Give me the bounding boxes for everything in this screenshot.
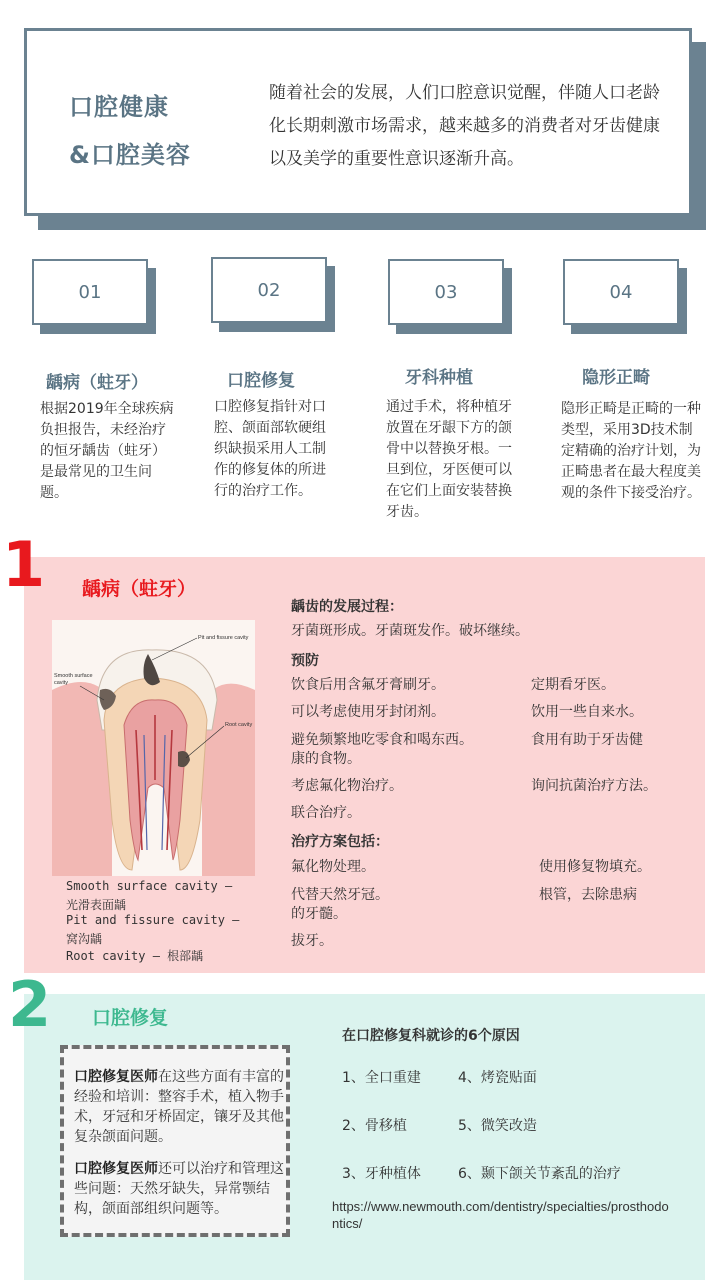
prevention-item: 饮食后用含氟牙膏刷牙。 <box>291 677 445 693</box>
caption-smooth-cn: 光滑表面龋 <box>66 898 127 912</box>
treatment-item: 使用修复物填充。 <box>539 859 651 875</box>
treatment-heading: 治疗方案包括： <box>291 834 389 850</box>
prosthodontist-paragraph-1 <box>74 1067 288 1147</box>
treatment-item: 根管，去除患病 <box>539 887 637 903</box>
tooth-cross-section-icon <box>52 620 255 876</box>
prosthodontist-info-box <box>60 1045 290 1237</box>
tooth-cavity-illustration <box>52 620 255 876</box>
prevention-item: 联合治疗。 <box>291 805 361 821</box>
number-box-03: 03 <box>388 259 504 325</box>
prevention-item-wrap: 康的食物。 <box>291 751 361 767</box>
number-box-04: 04 <box>563 259 679 325</box>
header-title-line1: 口腔健康 <box>69 93 169 121</box>
treatment-item: 代替天然牙冠。 <box>291 887 389 903</box>
caption-root: Root cavity – 根部龋 <box>66 949 204 963</box>
label-smooth-surface: Smooth surface <box>54 673 93 679</box>
prosthodontist-paragraph-2 <box>74 1159 288 1219</box>
section-caries-title: 龋病（蛀牙） <box>82 578 197 600</box>
category-title-invisalign: 隐形正畸 <box>582 368 650 388</box>
prevention-item: 定期看牙医。 <box>531 677 615 693</box>
reason-item: 4、烤瓷贴面 <box>458 1070 537 1086</box>
category-title-prosthodontics: 口腔修复 <box>227 371 295 391</box>
treatment-item-wrap: 的牙髓。 <box>291 906 347 922</box>
category-title-caries: 龋病（蛀牙） <box>46 373 148 393</box>
reasons-heading: 在口腔修复科就诊的6个原因 <box>342 1028 520 1044</box>
section-number-2: 2 <box>8 968 52 1041</box>
caption-pit-en: Pit and fissure cavity – <box>66 913 240 927</box>
category-desc-prosthodontics: 口腔修复指针对口腔、颌面部软硬组织缺损采用人工制作的修复体的所进行的治疗工作。 <box>214 399 326 499</box>
prevention-heading: 预防 <box>291 653 319 669</box>
prosthodontist-label: 口腔修复医师 <box>74 1069 158 1085</box>
label-pit-fissure: Pit and fissure cavity <box>198 635 249 641</box>
reason-item: 3、牙种植体 <box>342 1166 421 1182</box>
header-title-line2: &口腔美容 <box>69 141 191 169</box>
caption-pit-cn: 窝沟龋 <box>66 932 103 946</box>
reason-item: 5、微笑改造 <box>458 1118 537 1134</box>
section-prosthodontics-title: 口腔修复 <box>92 1007 169 1029</box>
category-desc-caries: 根据2019年全球疾病负担报告，未经治疗的恒牙龋齿（蛀牙）是最常见的卫生问题。 <box>40 401 174 501</box>
prevention-item: 可以考虑使用牙封闭剂。 <box>291 704 445 720</box>
category-desc-invisalign: 隐形正畸是正畸的一种类型，采用3D技术制定精确的治疗计划，为正畸患者在最大程度美观的条件下接受治疗。 <box>561 401 701 501</box>
category-desc-implants: 通过手术，将种植牙放置在牙龈下方的颌骨中以替换牙根。一旦到位，牙医便可以在它们上面安装替换牙齿。 <box>386 399 512 520</box>
prevention-item: 询问抗菌治疗方法。 <box>531 778 657 794</box>
development-text: 牙菌斑形成。牙菌斑发作。破坏继续。 <box>291 623 529 639</box>
prosthodontist-text: 在这些方面有丰富的经验和培训：整容手术，植入物手术，牙冠和牙桥固定，镶牙及其他复杂颌面问题。 <box>74 1069 284 1145</box>
label-root-cavity: Root cavity <box>225 722 253 728</box>
number-box-01: 01 <box>32 259 148 325</box>
prosthodontist-text: 还可以治疗和管理这些问题：天然牙缺失，异常颚结构，颌面部组织问题等。 <box>74 1161 284 1217</box>
prevention-item: 避免频繁地吃零食和喝东西。 <box>291 732 473 748</box>
section-number-1: 1 <box>2 528 46 601</box>
treatment-item: 氟化物处理。 <box>291 859 375 875</box>
number-box-02: 02 <box>211 257 327 323</box>
header-card <box>24 28 692 216</box>
caption-smooth-en: Smooth surface cavity – <box>66 879 233 893</box>
reason-item: 1、全口重建 <box>342 1070 421 1086</box>
treatment-item: 拔牙。 <box>291 933 333 949</box>
source-link[interactable]: https://www.newmouth.com/dentistry/specialties/prosthodontics/ <box>332 1199 669 1231</box>
header-intro-text: 随着社会的发展，人们口腔意识觉醒，伴随人口老龄化长期刺激市场需求，越来越多的消费者对牙齿健康以及美学的重要性意识逐渐升高。 <box>269 83 660 169</box>
reason-item: 6、颞下颌关节紊乱的治疗 <box>458 1166 621 1182</box>
reason-item: 2、骨移植 <box>342 1118 407 1134</box>
category-title-implants: 牙科种植 <box>405 368 473 388</box>
development-heading: 龋齿的发展过程： <box>291 599 403 615</box>
prosthodontist-label: 口腔修复医师 <box>74 1161 158 1177</box>
prevention-item: 食用有助于牙齿健 <box>531 732 643 748</box>
prevention-item: 饮用一些自来水。 <box>531 704 643 720</box>
label-smooth-surface-cavity: cavity <box>54 680 69 686</box>
prevention-item: 考虑氟化物治疗。 <box>291 778 403 794</box>
